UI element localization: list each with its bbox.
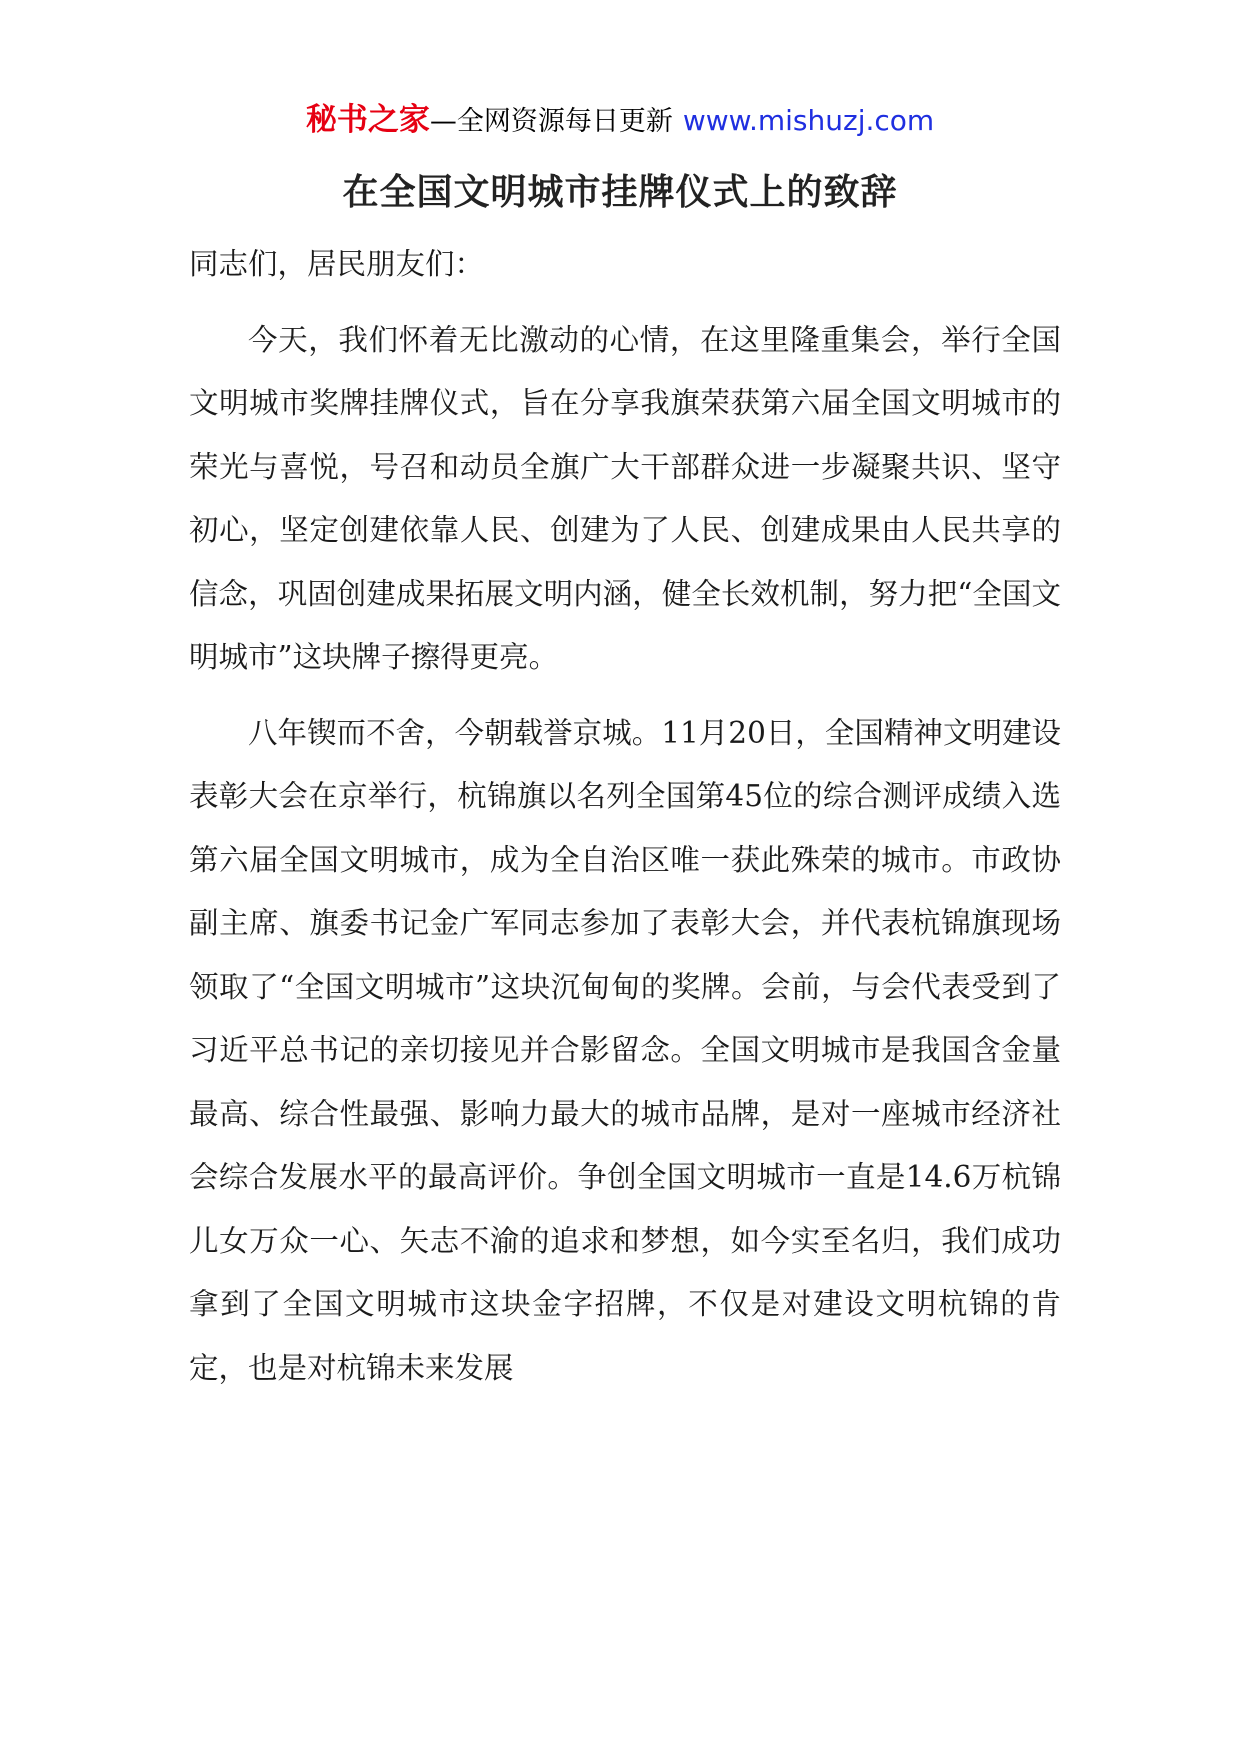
paragraph-2: 八年锲而不舍，今朝载誉京城。11月20日，全国精神文明建设表彰大会在京举行，杭锦旗以名列全国第45位的综合测评成绩入选第六届全国文明城市，成为全自治区唯一获此殊荣的城市。市政协副主席、旗委书记金广军同志参加了表彰大会，并代表杭锦旗现场领取了“全国文明城市”这块沉甸甸的奖牌。会前，与会代表受到了习近平总书记的亲切接见并合影留念。全国文明城市是我国含金量最高、综合性最强、影响力最大的城市品牌，是对一座城市经济社会综合发展水平的最高评价。争创全国文明城市一直是14.6万杭锦儿女万众一心、矢志不渝的追求和梦想，如今实至名归，我们成功拿到了全国文明城市这块金字招牌，不仅是对建设文明杭锦的肯定，也是对杭锦未来发展 xyxy=(189,715,1061,1385)
document-body xyxy=(189,233,1061,1400)
document-title: 在全国文明城市挂牌仪式上的致辞 xyxy=(342,172,898,213)
brand-name: 秘书之家 xyxy=(305,102,430,138)
site-url-link[interactable]: www.mishuzj.com xyxy=(682,104,935,137)
site-header xyxy=(0,100,1240,142)
salutation: 同志们，居民朋友们： xyxy=(189,247,485,281)
header-tagline: —全网资源每日更新 xyxy=(429,106,673,137)
paragraph-1: 今天，我们怀着无比激动的心情，在这里隆重集会，举行全国文明城市奖牌挂牌仪式，旨在分享我旗荣获第六届全国文明城市的荣光与喜悦，号召和动员全旗广大干部群众进一步凝聚共识、坚守初心，坚定创建依靠人民、创建为了人民、创建成果由人民共享的信念，巩固创建成果拓展文明内涵，健全长效机制，努力把“全国文明城市”这块牌子擦得更亮。 xyxy=(189,322,1061,674)
